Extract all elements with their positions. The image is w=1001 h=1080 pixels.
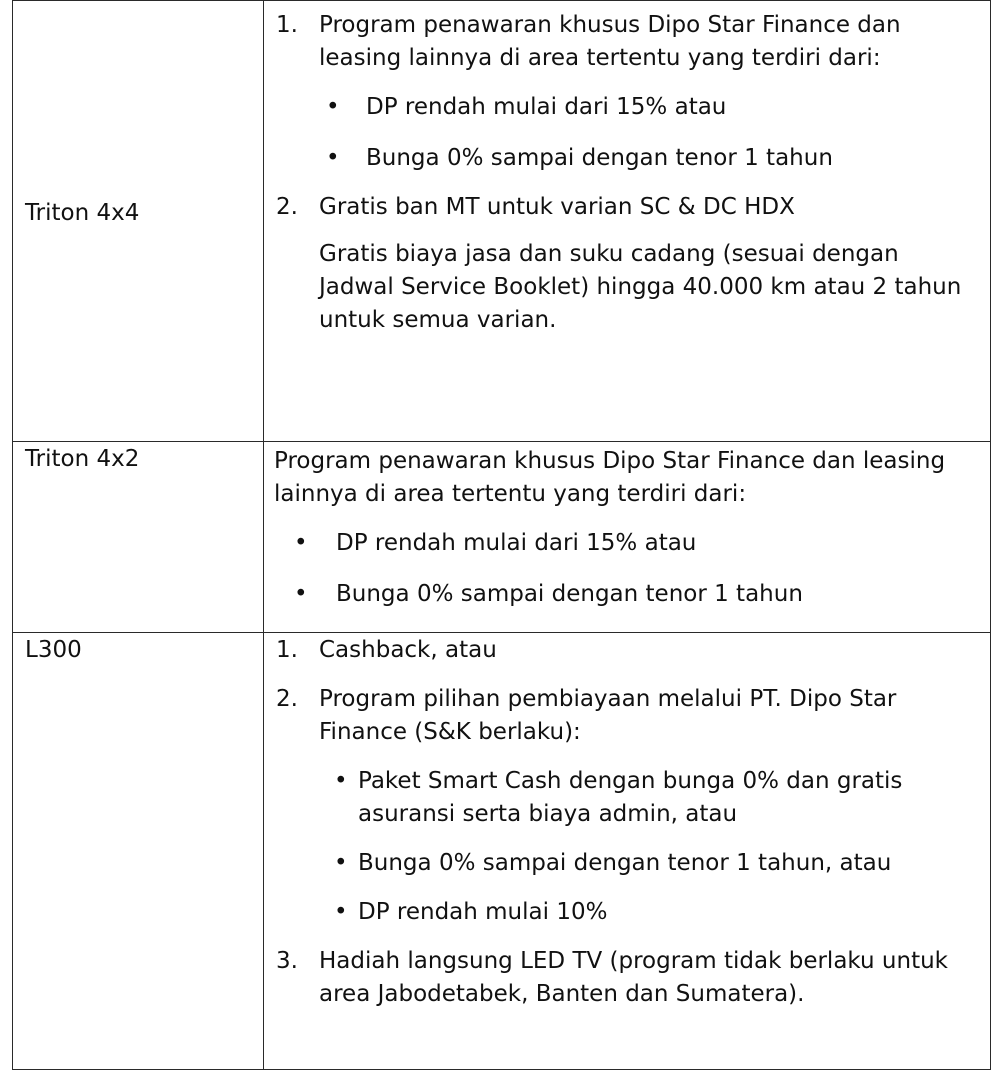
item-paragraph [274, 238, 976, 337]
bullet-icon: • [294, 581, 308, 607]
item-text: DP rendah mulai dari 15% atau [336, 530, 697, 556]
bullet-icon: • [326, 145, 340, 171]
item-text: Program penawaran khusus Dipo Star Finance dan leasing lainnya di area tertentu yang terdiri dari: [319, 12, 901, 71]
item-text: Hadiah langsung LED TV (program tidak berlaku untuk area Jabodetabek, Banten dan Sumatera). [319, 948, 948, 1007]
bullet-icon: • [334, 768, 348, 794]
bullet-item [274, 527, 976, 560]
item-text: DP rendah mulai dari 15% atau [366, 94, 727, 120]
numbered-item [274, 634, 976, 667]
bullet-item [274, 765, 976, 831]
bullet-icon: • [334, 850, 348, 876]
model-name: Triton 4x4 [25, 199, 140, 226]
item-text: Program pilihan pembiayaan melalui PT. Dipo Star Finance (S&K berlaku): [319, 686, 897, 745]
model-cell [13, 1, 264, 442]
bullet-item [274, 91, 976, 124]
item-text: Gratis biaya jasa dan suku cadang (sesuai dengan Jadwal Service Booklet) hingga 40.000 km atau 2 tahun untuk semua varian. [319, 241, 962, 333]
offer-cell [264, 1, 991, 442]
numbered-item [274, 9, 976, 75]
item-paragraph [274, 445, 976, 511]
table-row [13, 633, 991, 1070]
item-number: 1. [276, 12, 298, 38]
bullet-icon: • [326, 94, 340, 120]
item-number: 1. [276, 637, 298, 663]
promo-table [12, 0, 991, 1070]
model-name: Triton 4x2 [25, 446, 140, 472]
bullet-item [274, 896, 976, 929]
item-text: Paket Smart Cash dengan bunga 0% dan gratis asuransi serta biaya admin, atau [358, 768, 903, 827]
item-number: 2. [276, 194, 298, 220]
table-row [13, 1, 991, 442]
item-number: 2. [276, 686, 298, 712]
item-text: Program penawaran khusus Dipo Star Finance dan leasing lainnya di area tertentu yang terdiri dari: [274, 448, 946, 507]
item-text: Gratis ban MT untuk varian SC & DC HDX [319, 194, 795, 220]
table-row [13, 442, 991, 633]
bullet-item [274, 847, 976, 880]
bullet-icon: • [334, 899, 348, 925]
item-text: Bunga 0% sampai dengan tenor 1 tahun, atau [358, 850, 892, 876]
offer-cell [264, 633, 991, 1070]
model-name: L300 [25, 637, 82, 663]
item-number: 3. [276, 948, 298, 974]
bullet-item [274, 578, 976, 611]
bullet-icon: • [294, 530, 308, 556]
item-text: Bunga 0% sampai dengan tenor 1 tahun [366, 145, 833, 171]
numbered-item [274, 191, 976, 224]
numbered-item [274, 945, 976, 1011]
numbered-item [274, 683, 976, 749]
item-text: Bunga 0% sampai dengan tenor 1 tahun [336, 581, 803, 607]
model-cell [13, 442, 264, 633]
model-cell [13, 633, 264, 1070]
offer-cell [264, 442, 991, 633]
item-text: DP rendah mulai 10% [358, 899, 608, 925]
item-text: Cashback, atau [319, 637, 497, 663]
bullet-item [274, 142, 976, 175]
